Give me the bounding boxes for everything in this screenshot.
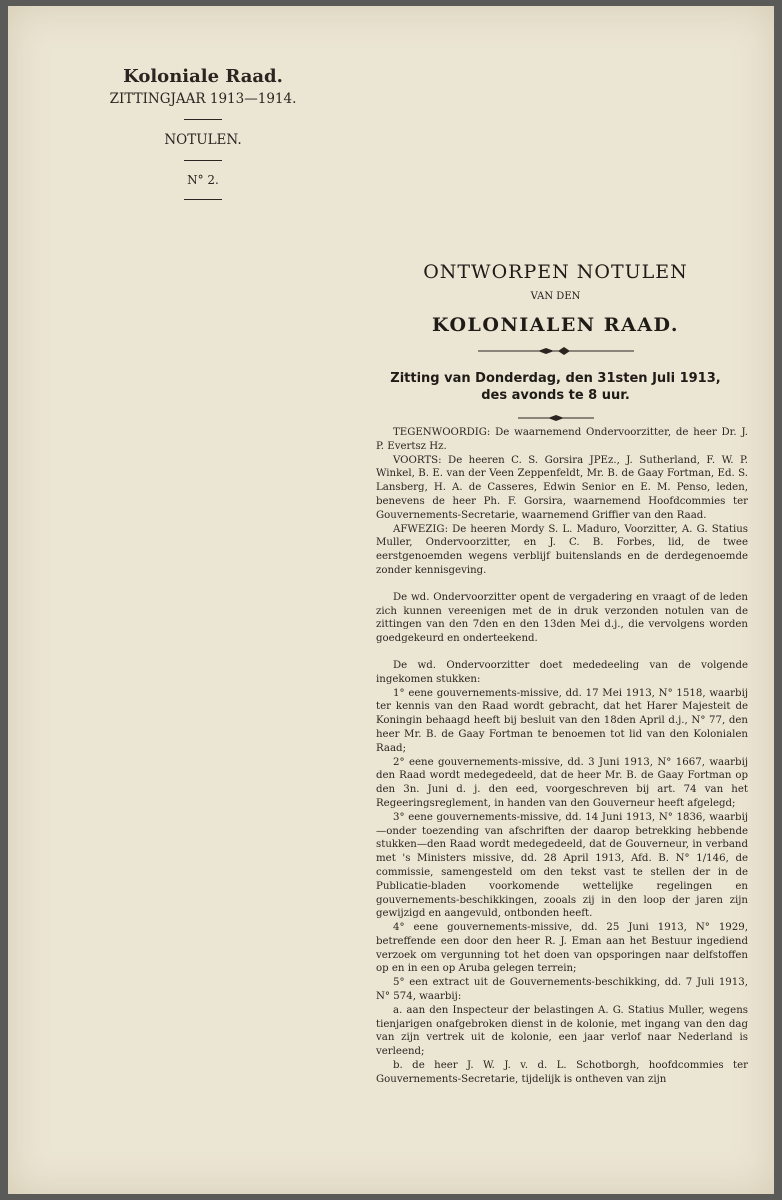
paragraph: 4° eene gouvernements-missive, dd. 25 Juni 1913, N° 1929, betreffende een door den heer R. J. Eman aan het Bestuur ingediend verzoek om vergunning tot het doen van opsporingen naar delfstoffen op en in een op Aruba gelegen terrein; (376, 922, 748, 975)
paragraph: 5° een extract uit de Gouvernements-beschikking, dd. 7 Juli 1913, N° 574, waarbij: (376, 977, 748, 1003)
divider (184, 199, 222, 200)
minutes-body (376, 426, 748, 1087)
paragraph-gap (376, 646, 748, 659)
document-page (8, 6, 774, 1194)
document-number: N° 2. (187, 173, 219, 187)
title-line-2: VAN DEN (530, 291, 581, 302)
paragraph: AFWEZIG: De heeren Mordy S. L. Maduro, Voorzitter, A. G. Statius Muller, Ondervoorzitter, en J. C. B. Forbes, lid, de twee eerstgenoemden wegens verblijf buitenslands en de derdegenoemde zonder kennisgeving. (376, 523, 748, 576)
title-line-3: KOLONIALEN RAAD. (432, 314, 679, 336)
divider (184, 119, 222, 120)
paragraph: TEGENWOORDIG: De waarnemend Ondervoorzitter, de heer Dr. J. P. Evertsz Hz. (376, 427, 748, 452)
title-line-1: ONTWORPEN NOTULEN (423, 261, 688, 283)
paragraph: 1° eene gouvernements-missive, dd. 17 Mei 1913, N° 1518, waarbij ter kennis van den Raad wordt gebracht, dat het Harer Majesteit de Koningin behaagd heeft bij besluit van den 18den April d.j., N° 77, den heer Mr. B. de Gaay Fortman te benoemen tot lid van den Kolonialen Raad; (376, 687, 748, 754)
divider (184, 160, 222, 161)
meeting-line-2: des avonds te 8 uur. (481, 388, 630, 403)
paragraph: 3° eene gouvernements-missive, dd. 14 Juni 1913, N° 1836, waarbij—onder toezending van afschriften der daarop betrekking hebbende stukken—den Raad wordt medegedeeld, dat de Gouverneur, in verband met 's Ministers missive, dd. 28 April 1913, Afd. B. N° 1/146, de commissie, samengesteld om den tekst vast te stellen der in de Publicatie-bladen voorkomende wettelijke regelingen en gouvernements-beschikkingen, zooals zij in den loop der jaren zijn gewijzigd en aangevuld, ontbonden heeft. (376, 811, 748, 920)
paragraph: De wd. Ondervoorzitter doet mededeeling van de volgende ingekomen stukken: (376, 659, 748, 685)
council-name: Koloniale Raad. (123, 66, 283, 87)
notulen-label: NOTULEN. (164, 132, 242, 148)
ornament-divider-small (516, 414, 596, 422)
paragraph: VOORTS: De heeren C. S. Gorsira JPEz., J. Sutherland, F. W. P. Winkel, B. E. van der Veen Zeppenfeldt, Mr. B. de Gaay Fortman, Ed. S. Lansberg, H. A. de Casseres, Edwin Senior en E. M. Penso, leden, benevens de heer Ph. F. Gorsira, waarnemend Hoofdcommies ter Gouvernements-Secretarie, waarnemend Griffier van den Raad. (376, 454, 748, 521)
session-year: ZITTINGJAAR 1913—1914. (109, 91, 297, 107)
paragraph: De wd. Ondervoorzitter opent de vergadering en vraagt of de leden zich kunnen vereenigen met de in druk verzonden notulen van de zittingen van den 7den en den 13den Mei d.j., die vervolgens worden goedgekeurd en onderteekend. (376, 591, 748, 645)
meeting-line-1: Zitting van Donderdag, den 31sten Juli 1913, (390, 371, 721, 386)
ornament-divider (476, 346, 636, 356)
paragraph: 2° eene gouvernements-missive, dd. 3 Juni 1913, N° 1667, waarbij den Raad wordt medegedeeld, dat de heer Mr. B. de Gaay Fortman op den 3n. Juni d. j. den eed, voorgeschreven bij art. 74 van het Regeeringsreglement, in handen van den Gouverneur heeft afgelegd; (376, 756, 748, 809)
page-header (78, 66, 328, 212)
paragraph: a. aan den Inspecteur der belastingen A. G. Statius Muller, wegens tienjarigen onafgebroken dienst in de kolonie, met ingang van den dag van zijn vertrek uit de kolonie, een jaar verlof naar Nederland is verleend; (376, 1004, 748, 1058)
title-block (363, 261, 748, 436)
paragraph-gap (376, 578, 748, 591)
paragraph: b. de heer J. W. J. v. d. L. Schotborgh, hoofdcommies ter Gouvernements-Secretarie, tijdelijk is ontheven van zijn (376, 1060, 748, 1085)
